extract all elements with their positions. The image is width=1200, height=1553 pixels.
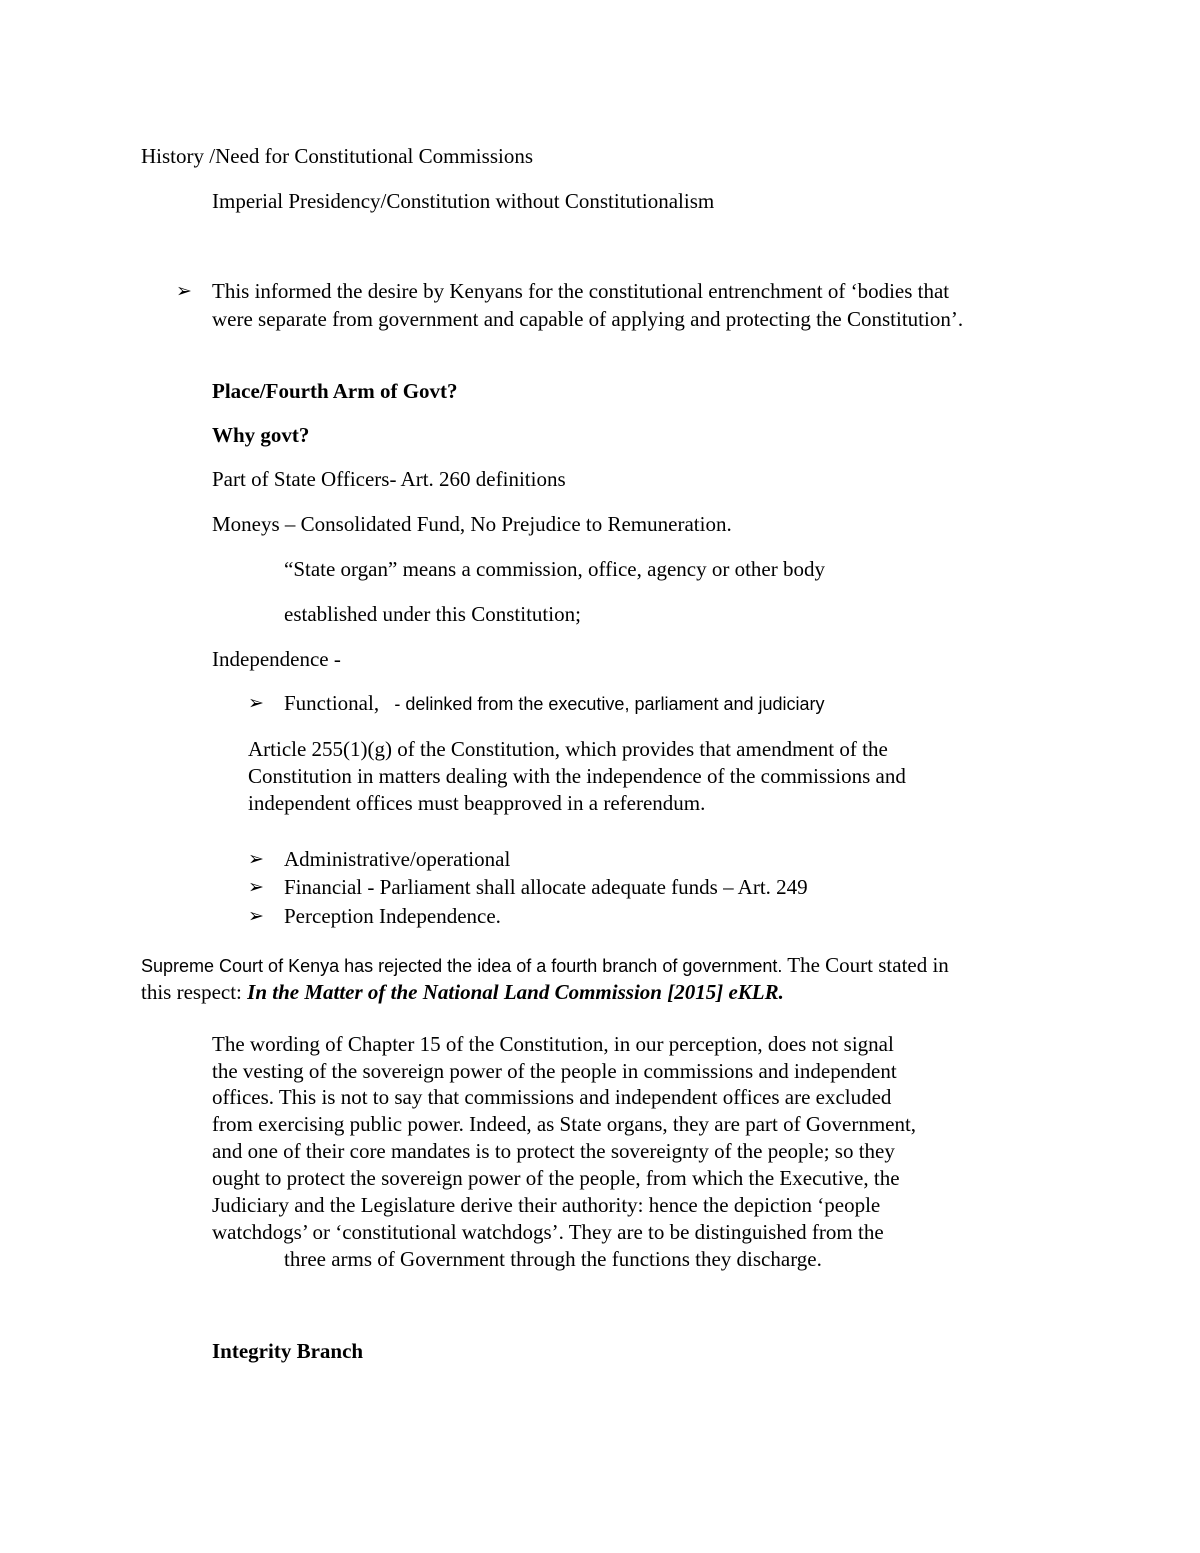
subheading: Imperial Presidency/Constitution without Constitutionalism: [212, 189, 715, 213]
why-heading: Why govt?: [212, 423, 310, 447]
functional-label: Functional,: [284, 691, 380, 715]
article-255-line-1: Article 255(1)(g) of the Constitution, which provides that amendment of the: [248, 737, 888, 761]
independence-label: Independence -: [212, 647, 341, 671]
document-heading: History /Need for Constitutional Commissions: [141, 144, 533, 168]
quote-line: and one of their core mandates is to protect the sovereignty of the people; so they: [212, 1139, 895, 1163]
quote-line: ought to protect the sovereign power of the people, from which the Executive, the: [212, 1166, 900, 1190]
supreme-court-text: Supreme Court of Kenya has rejected the idea of a fourth branch of government.: [141, 956, 783, 976]
moneys-text: Moneys – Consolidated Fund, No Prejudice to Remuneration.: [212, 512, 732, 536]
arrow-bullet-icon: ➢: [248, 848, 264, 870]
article-255-line-2: Constitution in matters dealing with the independence of the commissions and: [248, 764, 906, 788]
case-citation: In the Matter of the National Land Commission [2015] eKLR.: [247, 980, 784, 1004]
quote-line: the vesting of the sovereign power of the people in commissions and independent: [212, 1059, 897, 1083]
independence-item-perception: Perception Independence.: [284, 904, 501, 928]
quote-line: three arms of Government through the functions they discharge.: [284, 1247, 822, 1271]
functional-bullet: [284, 690, 825, 717]
quote-line: The wording of Chapter 15 of the Constitution, in our perception, does not signal: [212, 1032, 894, 1056]
integrity-branch-heading: Integrity Branch: [212, 1339, 364, 1363]
independence-item-financial: Financial - Parliament shall allocate adequate funds – Art. 249: [284, 875, 808, 899]
state-officers-text: Part of State Officers- Art. 260 definitions: [212, 467, 566, 491]
supreme-court-line-1: [141, 952, 949, 979]
supreme-court-tail: The Court stated in: [782, 953, 949, 977]
supreme-court-prefix: this respect:: [141, 980, 248, 1004]
intro-bullet-line-2: were separate from government and capable of applying and protecting the Constitution’.: [212, 307, 964, 331]
article-255-line-3: independent offices must beapproved in a referendum.: [248, 791, 706, 815]
state-organ-definition-line-1: “State organ” means a commission, office, agency or other body: [284, 557, 825, 581]
quote-line: Judiciary and the Legislature derive their authority: hence the depiction ‘people: [212, 1193, 881, 1217]
quote-line: watchdogs’ or ‘constitutional watchdogs’. They are to be distinguished from the: [212, 1220, 884, 1244]
functional-note: - delinked from the executive, parliament and judiciary: [394, 694, 825, 714]
place-heading: Place/Fourth Arm of Govt?: [212, 379, 458, 403]
quote-line: offices. This is not to say that commissions and independent offices are excluded: [212, 1085, 892, 1109]
quote-line: from exercising public power. Indeed, as State organs, they are part of Government,: [212, 1112, 917, 1136]
arrow-bullet-icon: ➢: [176, 280, 192, 302]
intro-bullet-line-1: This informed the desire by Kenyans for the constitutional entrenchment of ‘bodies that: [212, 279, 950, 303]
arrow-bullet-icon: ➢: [248, 692, 264, 714]
independence-item-administrative: Administrative/operational: [284, 847, 511, 871]
arrow-bullet-icon: ➢: [248, 905, 264, 927]
supreme-court-line-2: [141, 979, 784, 1005]
state-organ-definition-line-2: established under this Constitution;: [284, 602, 581, 626]
arrow-bullet-icon: ➢: [248, 876, 264, 898]
